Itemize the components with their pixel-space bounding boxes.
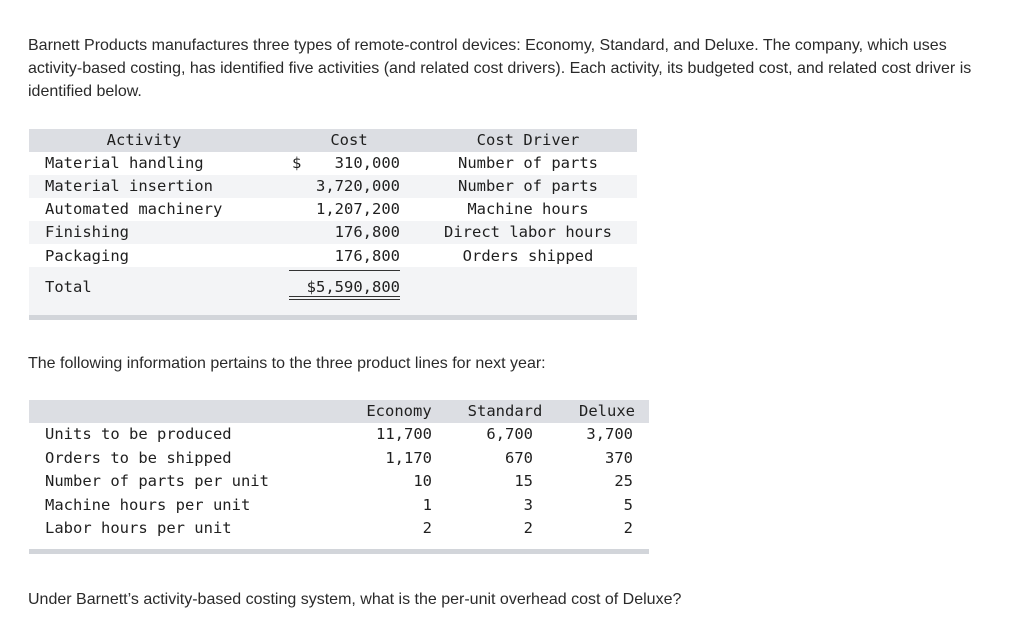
activity-name: Material handling [45,154,204,172]
standard-value: 2 [523,519,533,537]
dollar-sign: $ [292,154,302,172]
product-row-label: Units to be produced [45,425,232,443]
deluxe-value: 370 [605,449,633,467]
standard-value: 6,700 [486,425,533,443]
mid-paragraph: The following information pertains to the three product lines for next year: [28,355,546,372]
header-deluxe: Deluxe [579,402,635,420]
total-label: Total [45,278,92,296]
standard-value: 670 [505,449,533,467]
product-row-label: Machine hours per unit [45,496,251,514]
activity-driver: Number of parts [458,154,598,172]
economy-value: 10 [413,472,432,490]
economy-value: 1,170 [385,449,432,467]
economy-value: 1 [422,496,432,514]
total-cost: $5,590,800 [306,278,400,296]
activity-cost: 176,800 [334,223,400,241]
deluxe-value: 2 [623,519,633,537]
question-paragraph: Under Barnett’s activity-based costing system, what is the per-unit overhead cost of Deluxe? [28,591,682,608]
header-cost: Cost [330,131,368,149]
activity-driver: Orders shipped [462,247,594,265]
product-row-label: Orders to be shipped [45,449,232,467]
activity-driver: Machine hours [467,200,589,218]
economy-value: 2 [422,519,432,537]
activity-name: Material insertion [45,177,213,195]
product-row-label: Labor hours per unit [45,519,232,537]
header-economy: Economy [366,402,432,420]
standard-value: 15 [514,472,533,490]
activity-cost: 310,000 [334,154,400,172]
economy-value: 11,700 [376,425,432,443]
activity-cost: 1,207,200 [316,200,400,218]
activity-name: Finishing [45,223,129,241]
activity-cost: 3,720,000 [316,177,400,195]
table-bottom-border [29,549,649,554]
deluxe-value: 25 [614,472,633,490]
intro-paragraph: Barnett Products manufactures three types of remote-control devices: Economy, Standard, and Deluxe. The company, which uses activity-based costing, has identified five activities (and related cost drivers). Each activity, its budgeted cost, and related cost driver is identified below. [28,37,972,100]
header-cost-driver: Cost Driver [476,131,580,149]
standard-value: 3 [523,496,533,514]
activity-cost-table [29,129,637,323]
activity-driver: Number of parts [458,177,598,195]
activity-name: Automated machinery [45,200,223,218]
product-info-table [29,400,649,558]
activity-name: Packaging [45,247,129,265]
deluxe-value: 5 [623,496,633,514]
activity-cost: 176,800 [334,247,400,265]
product-row-label: Number of parts per unit [45,472,269,490]
activity-driver: Direct labor hours [444,223,612,241]
header-activity: Activity [106,131,182,149]
table-header-row [29,400,649,423]
table-bottom-border [29,315,637,320]
deluxe-value: 3,700 [586,425,633,443]
header-standard: Standard [467,402,543,420]
subtotal-rule [289,270,400,271]
total-double-rule [289,299,400,300]
total-double-rule [289,296,400,297]
